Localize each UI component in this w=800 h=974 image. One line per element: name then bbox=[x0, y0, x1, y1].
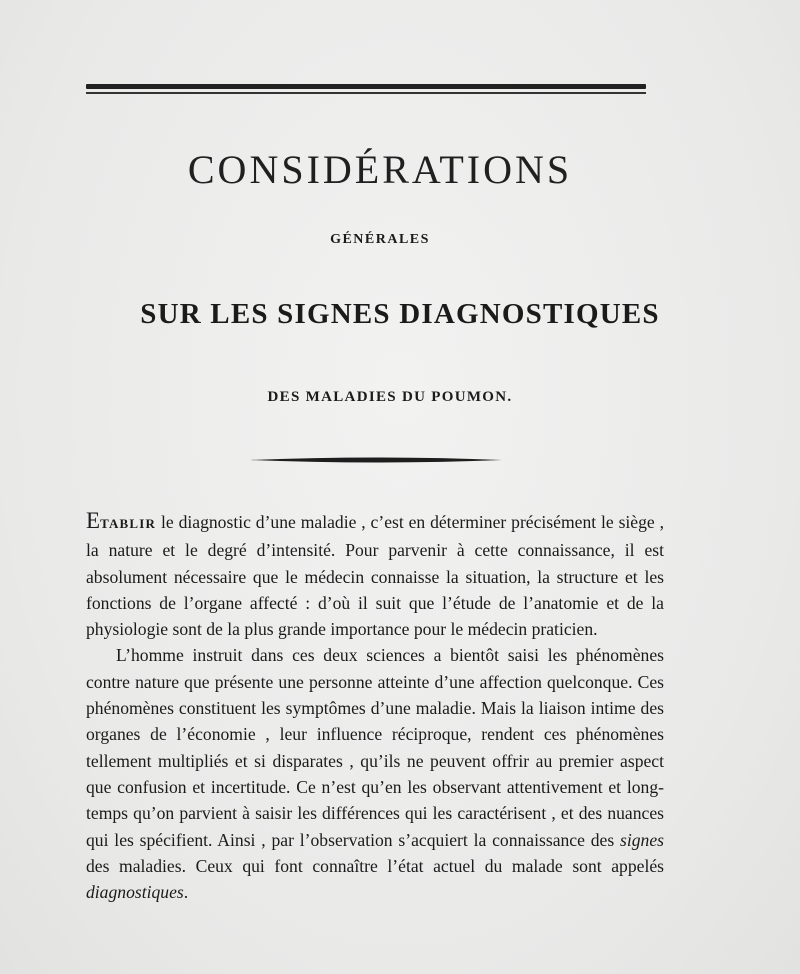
italic-signes: signes bbox=[620, 829, 664, 850]
top-double-rule bbox=[86, 84, 646, 94]
italic-diagnostiques: diagnostiques bbox=[86, 882, 184, 903]
paragraph-2-end: . bbox=[183, 882, 189, 903]
paragraph-1-text: le diagnostic d’une maladie , c’est en déterminer précisément le siège , la nature et le degré d’intensité. Pour parvenir à cette connaissance, il est absolument nécessaire que le médecin connaisse la situation, la structure et les fonctions de l’organe affecté : d’où il suit que l’étude de l’anatomie et de la physiologie sont de la plus grande importance pour le médecin praticien. bbox=[86, 512, 664, 640]
drop-cap: E bbox=[86, 508, 101, 533]
subtitle-maladies: DES MALADIES DU POUMON. bbox=[267, 389, 513, 405]
secondary-title: SUR LES SIGNES DIAGNOSTIQUES bbox=[140, 298, 660, 330]
small-caps-word: TABLIR bbox=[100, 516, 157, 531]
paragraph-2 bbox=[86, 642, 664, 905]
paragraph-1 bbox=[86, 508, 664, 642]
subtitle-generales: GÉNÉRALES bbox=[330, 232, 430, 247]
main-title: CONSIDÉRATIONS bbox=[187, 147, 573, 192]
top-rule-thin bbox=[86, 92, 646, 94]
paragraph-2-text-b: des maladies. Ceux qui font connaître l’état actuel du malade sont appelés bbox=[86, 855, 664, 876]
paragraph-2-text-a: L’homme instruit dans ces deux sciences a bientôt saisi les phénomènes contre nature que présente une personne atteinte d’une affection quelconque. Ces phénomènes constituent les symptômes d’une maladie. Mais la liaison intime des organes de l’économie , leur influence réciproque, rendent ces phénomènes tellement multipliés et si disparates , qu’ils ne peuvent offrir au premier aspect que confusion et incertitude. Ce n’est qu’en les observant attentivement et long-temps qu’on parvient à saisir les différences qui les caractérisent , et des nuances qui les spécifient. Ainsi , par l’observation s’acquiert la connaissance des bbox=[86, 645, 664, 850]
top-rule-thick bbox=[86, 84, 646, 89]
ornamental-rule bbox=[250, 455, 502, 465]
body-text bbox=[86, 508, 664, 905]
